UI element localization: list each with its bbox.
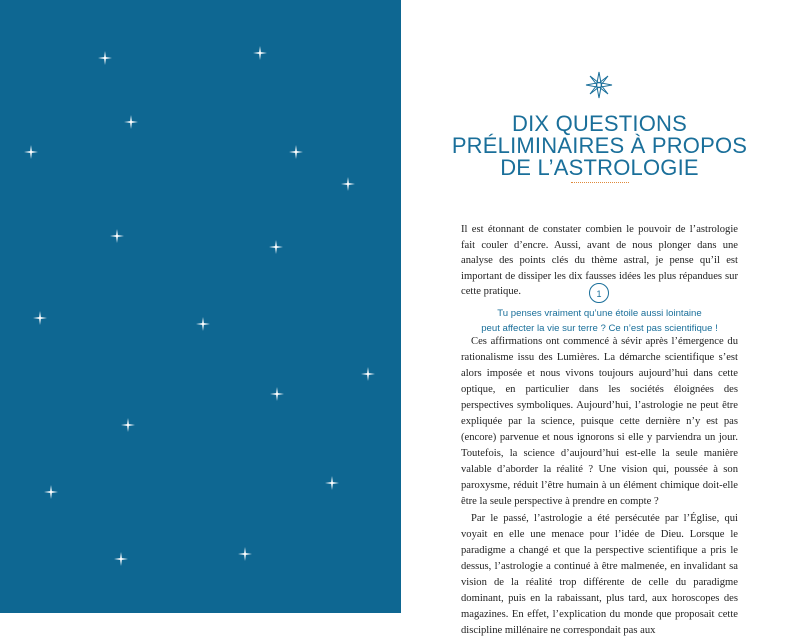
star-icon <box>341 177 355 191</box>
star-icon <box>270 387 284 401</box>
question-line: peut affecter la vie sur terre ? Ce n’est pas scientifique ! <box>481 323 718 334</box>
star-icon <box>110 229 124 243</box>
star-icon <box>124 115 138 129</box>
star-icon <box>98 51 112 65</box>
star-icon <box>253 46 267 60</box>
body-text <box>461 334 738 639</box>
body-paragraph: Ces affirmations ont commencé à sévir après l’émergence du rationalisme issu des Lumières. La démarche scientifique s’est alors imposée et nous vivons toujours aujourd’hui dans cette optique, en particulier dans les sociétés éloignées des perspectives symboliques. Aujourd’hui, l’astrologie ne peut être expliquée par la science, puisque cette dernière n’y est pas (encore) parvenue et nous ignorons si elle y parviendra un jour. Toutefois, la science d’aujourd’hui est-elle la seule manière valable d’aborder la réalité ? Une vision qui, poussée à son paroxysme, réduit l’être humain à un élément chimique doit-elle être la seule perspective à prendre en compte ? <box>461 336 738 508</box>
left-page-starfield <box>0 0 401 613</box>
star-icon <box>325 476 339 490</box>
dotted-divider <box>571 182 629 185</box>
star-icon <box>196 317 210 331</box>
star-icon <box>361 367 375 381</box>
title-line: PRÉLIMINAIRES À PROPOS <box>451 133 748 158</box>
question-line: Tu penses vraiment qu’une étoile aussi lointaine <box>497 308 702 319</box>
intro-paragraph: Il est étonnant de constater combien le pouvoir de l’astrologie fait couler d’encre. Aussi, avant de nous plonger dans une analyse des points clés du thème astral, je pense qu’il est important de dissiper les dix fausses idées les plus répandues sur cette pratique. <box>461 224 738 297</box>
title-line: DIX QUESTIONS <box>512 111 687 136</box>
star-icon <box>121 418 135 432</box>
star-icon <box>114 552 128 566</box>
question-heading <box>461 306 738 336</box>
compass-star-icon <box>585 71 613 99</box>
star-icon <box>33 311 47 325</box>
question-number-badge: 1 <box>589 283 609 303</box>
star-icon <box>238 547 252 561</box>
body-paragraph: Par le passé, l’astrologie a été persécutée par l’Église, qui voyait en elle une menace pour l’idée de Dieu. Lorsque le paradigme a changé et que la perspective scientifique a pris le dessus, l’astrologie a continué à être malmenée, en invalidant sa vision de la réalité trop différente de celle du paradigme dominant, puis en la rabaissant, plus tard, aux horoscopes des magazines. En effet, l’explication du monde que proposait cette discipline millénaire ne correspondait pas aux <box>461 512 738 636</box>
star-icon <box>269 240 283 254</box>
star-icon <box>289 145 303 159</box>
star-icon <box>44 485 58 499</box>
chapter-title <box>440 113 759 179</box>
star-icon <box>24 145 38 159</box>
title-line: DE L’ASTROLOGIE <box>500 155 699 180</box>
